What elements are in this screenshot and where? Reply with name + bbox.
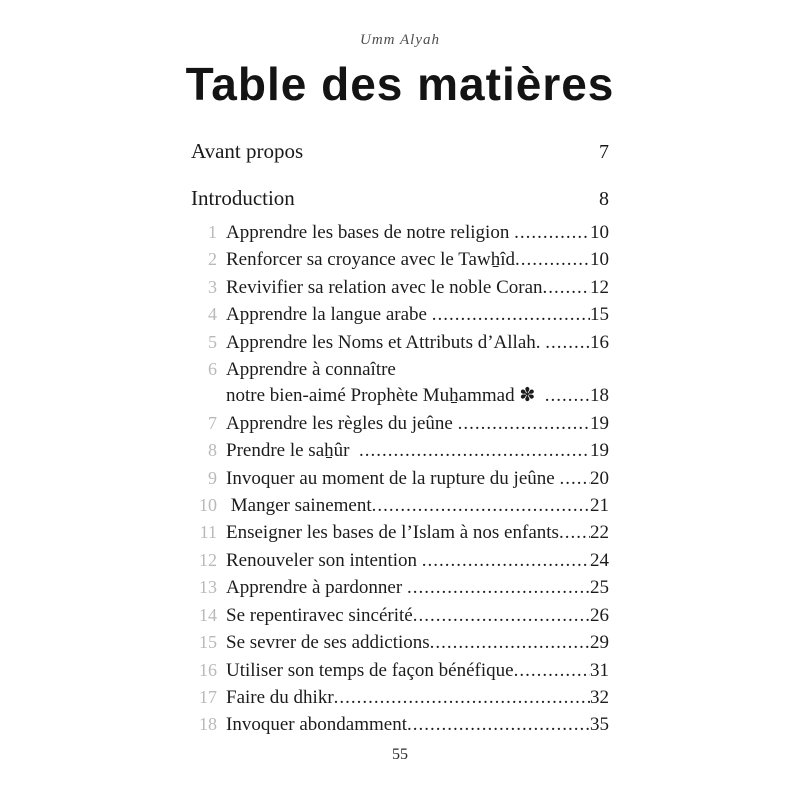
toc-item (191, 574, 609, 601)
toc-item-line2 (191, 383, 609, 409)
toc-item-label: Se sevrer de ses addictions (226, 632, 430, 654)
toc-item (191, 274, 609, 301)
dot-leader (432, 302, 590, 328)
toc-item-two-line (191, 356, 609, 410)
toc-item (191, 410, 609, 437)
toc-item (191, 684, 609, 711)
toc-item-number: 7 (208, 412, 217, 433)
dot-leader (515, 247, 590, 273)
toc-item-page: 35 (590, 714, 609, 736)
page-number-folio: 55 (392, 746, 408, 763)
dot-leader (545, 383, 590, 409)
toc-item-number: 16 (199, 659, 217, 680)
toc-item-label: notre bien-aimé Prophète Muẖammad ✽ (226, 385, 545, 407)
toc-item-page: 25 (590, 577, 609, 599)
toc-item-number: 13 (199, 577, 217, 598)
toc-item-number: 8 (208, 440, 217, 461)
toc-item-number: 5 (208, 331, 217, 352)
toc-item (191, 219, 609, 246)
toc-item-label: Renouveler son intention (226, 549, 422, 571)
toc-item-page: 10 (590, 249, 609, 271)
toc-item-label: Invoquer au moment de la rupture du jeûne (226, 467, 560, 489)
toc-item-page: 12 (590, 276, 609, 298)
toc-item (191, 657, 609, 684)
dot-leader (458, 411, 590, 437)
table-of-contents (191, 139, 609, 739)
toc-item-label: Apprendre les Noms et Attributs d’Allah. (226, 331, 546, 353)
toc-item-label: Renforcer sa croyance avec le Tawẖîd (226, 249, 515, 271)
toc-item-label: Apprendre à pardonner (226, 577, 407, 599)
toc-item-number: 11 (199, 522, 217, 543)
dot-leader (372, 493, 590, 519)
dot-leader (514, 658, 590, 684)
toc-item-number: 15 (199, 632, 217, 653)
dot-leader (413, 603, 590, 629)
dot-leader (407, 575, 590, 601)
toc-item (191, 329, 609, 356)
toc-item (191, 602, 609, 629)
toc-item-list (191, 219, 609, 739)
dot-leader (514, 220, 590, 246)
dot-leader (422, 548, 590, 574)
toc-item-number: 3 (208, 276, 217, 297)
toc-item-page: 22 (590, 522, 609, 544)
dot-leader (559, 466, 590, 492)
toc-item-label: Manger sainement (226, 495, 372, 517)
toc-item-label: Se repentiravec sincérité (226, 604, 413, 626)
toc-item-page: 24 (590, 549, 609, 571)
toc-item (191, 711, 609, 738)
toc-item-label: Apprendre la langue arabe (226, 304, 432, 326)
toc-item-label: Apprendre les règles du jeûne (226, 412, 458, 434)
dot-leader (545, 330, 590, 356)
toc-item (191, 547, 609, 574)
toc-front-row-avant-propos (191, 139, 609, 164)
toc-item-page: 16 (590, 331, 609, 353)
toc-item-page: 29 (590, 632, 609, 654)
toc-item-number: 17 (199, 686, 217, 707)
running-head-author: Umm Alyah (360, 32, 440, 48)
toc-front-page: 7 (599, 141, 609, 163)
toc-item-line1 (191, 356, 609, 383)
toc-item-page: 20 (590, 467, 609, 489)
dot-leader (334, 685, 590, 711)
toc-item-number: 1 (208, 222, 217, 242)
toc-item-page: 10 (590, 222, 609, 243)
toc-item (191, 437, 609, 464)
page-title: Table des matières (185, 58, 615, 110)
toc-item-page: 31 (590, 659, 609, 681)
toc-item-number: 4 (208, 304, 217, 325)
toc-item-page: 21 (590, 495, 609, 517)
toc-item-number: 10 (199, 495, 217, 516)
dot-leader (359, 438, 590, 464)
toc-front-label: Avant propos (191, 139, 304, 163)
toc-item-page: 19 (590, 412, 609, 434)
toc-item-number: 12 (199, 549, 217, 570)
toc-item (191, 492, 609, 519)
toc-item-page: 18 (590, 385, 609, 407)
toc-item-label: Utiliser son temps de façon bénéfique (226, 659, 514, 681)
toc-item (191, 465, 609, 492)
toc-item (191, 629, 609, 656)
dot-leader (430, 630, 590, 656)
toc-item-label: Apprendre les bases de notre religion (226, 222, 515, 243)
dot-leader (407, 712, 590, 738)
toc-item-number: 9 (208, 467, 217, 488)
toc-item (191, 246, 609, 273)
toc-item-label: Enseigner les bases de l’Islam à nos enfants (226, 522, 559, 544)
dot-leader (559, 520, 590, 546)
toc-item-label: Apprendre à connaître (226, 359, 396, 381)
toc-item-page: 19 (590, 440, 609, 462)
toc-item-number: 2 (208, 249, 217, 270)
toc-item-label: Revivifier sa relation avec le noble Coran (226, 276, 543, 298)
toc-item (191, 519, 609, 546)
toc-front-label: Introduction (191, 186, 295, 210)
dot-leader (543, 275, 590, 301)
toc-item-label: Prendre le saẖûr (226, 440, 359, 462)
toc-item-number: 6 (208, 359, 217, 380)
toc-front-row-introduction (191, 186, 609, 211)
toc-item (191, 301, 609, 328)
toc-front-page: 8 (599, 188, 609, 210)
toc-item-page: 32 (590, 686, 609, 708)
toc-item-number: 14 (199, 604, 217, 625)
toc-item-label: Invoquer abondamment (226, 714, 407, 736)
toc-item-label: Faire du dhikr (226, 686, 334, 708)
toc-item-number: 18 (199, 714, 217, 735)
toc-item-page: 15 (590, 304, 609, 326)
toc-item-page: 26 (590, 604, 609, 626)
